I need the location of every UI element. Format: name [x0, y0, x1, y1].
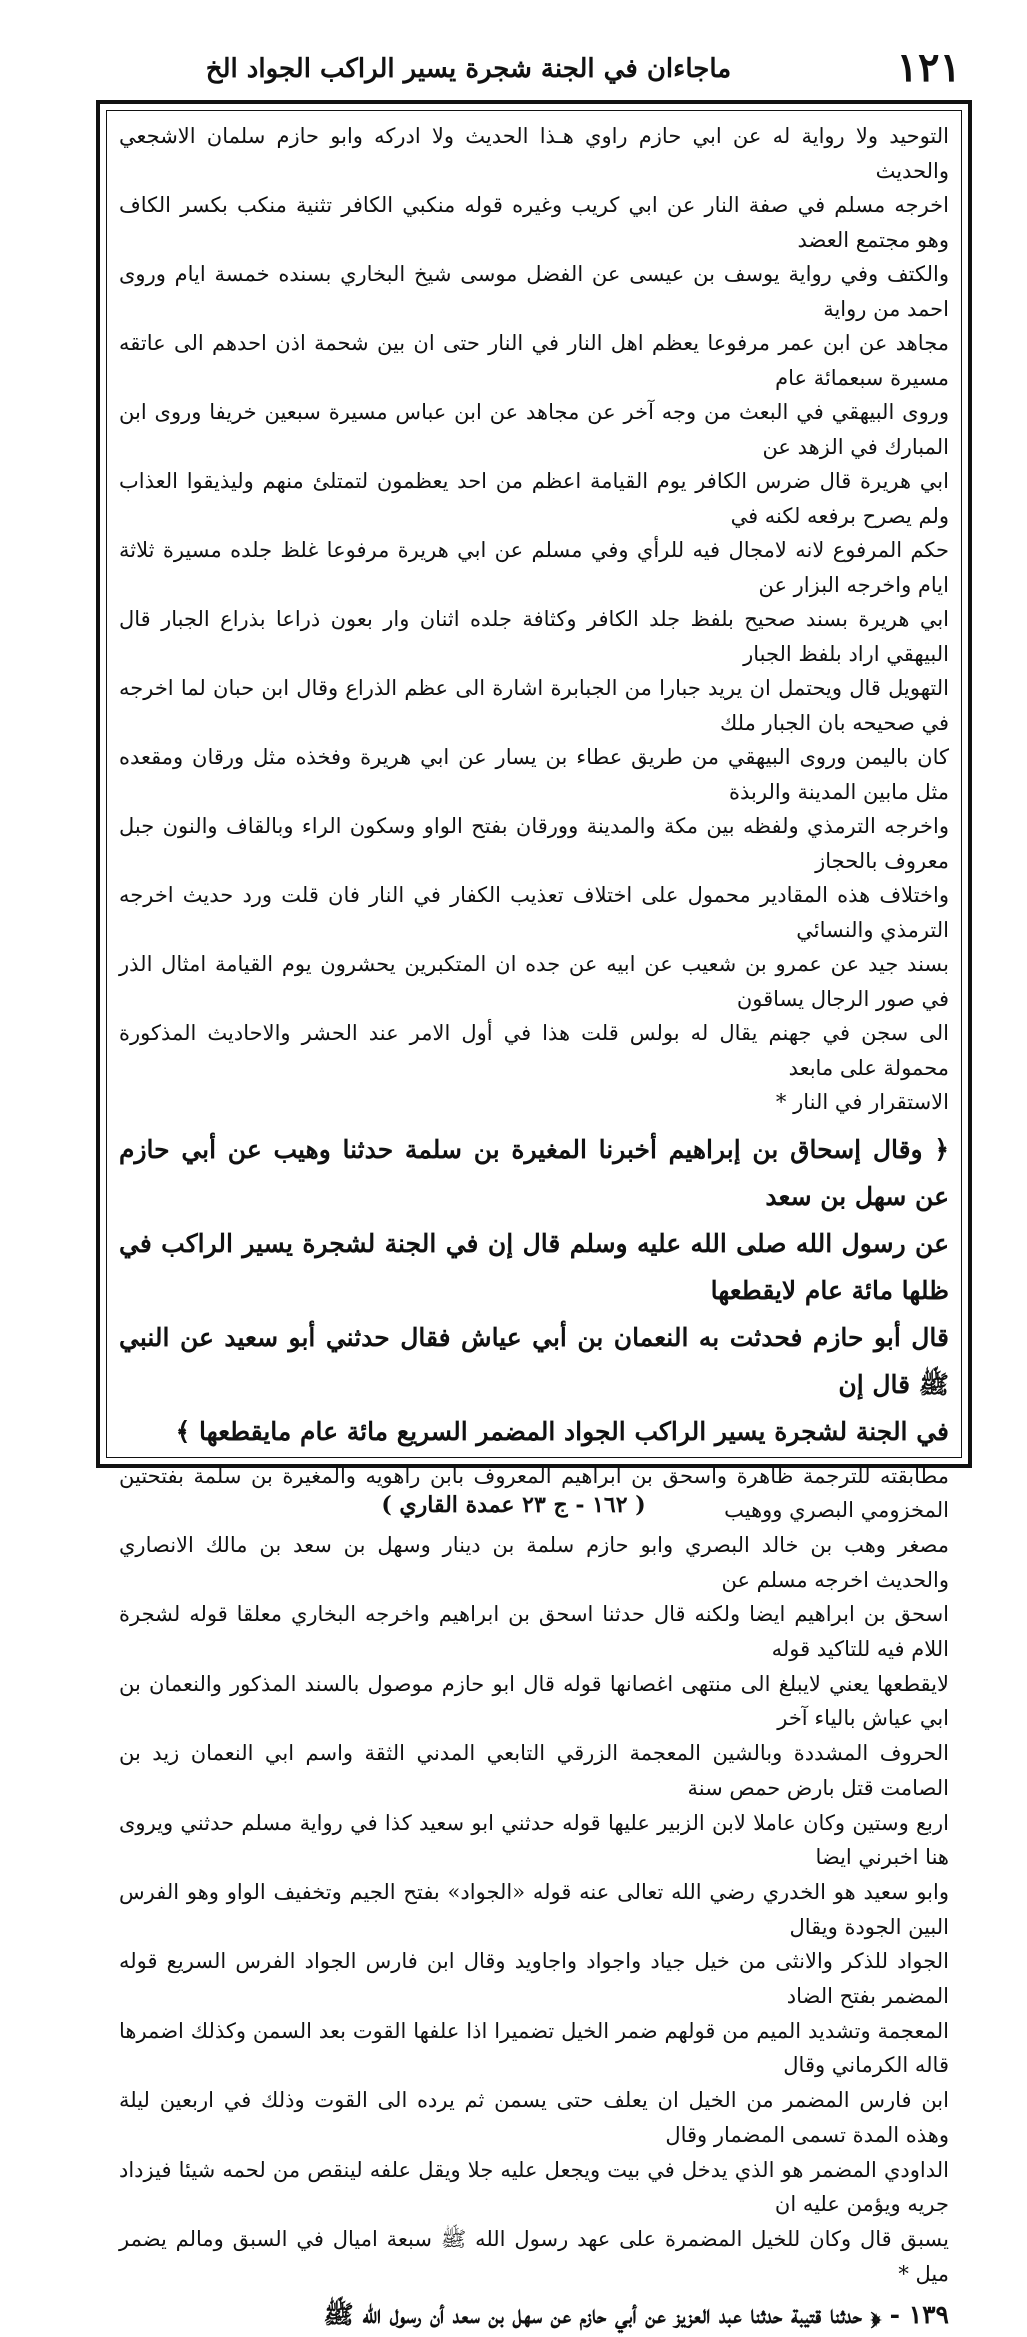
- commentary-line: التوحيد ولا رواية له عن ابي حازم راوي هـذا الحديث ولا ادركه وابو حازم سلمان الاشجعي والحديث: [119, 124, 949, 183]
- commentary-section-1: [119, 119, 949, 1120]
- commentary-line: كان باليمن وروى البيهقي من طريق عطاء بن يسار عن ابي هريرة وفخذه مثل ورقان ومقعده مثل مابين المدينة والربذة: [119, 745, 949, 804]
- commentary-line: واختلاف هذه المقادير محمول على اختلاف تعذيب الكفار في النار فان قلت ورد حديث اخرجه الترمذي والنسائي: [119, 883, 949, 942]
- commentary-line: مطابقته للترجمة ظاهرة واسحق بن ابراهيم المعروف بابن راهويه والمغيرة بن سلمة بفتحتين المخزومي البصري ووهيب: [119, 1463, 949, 1523]
- commentary-line: التهويل قال ويحتمل ان يريد جبارا من الجبابرة اشارة الى عظم الذراع وقال ابن حبان لما اخرجه في صحيحه بان الجبار ملك: [119, 676, 949, 735]
- commentary-line: حكم المرفوع لانه لامجال فيه للرأي وفي مسلم عن ابي هريرة مرفوعا غلظ جلده مسيرة ثلاثة ايام واخرجه البزار عن: [119, 538, 949, 597]
- running-title: ماجاءان في الجنة شجرة يسير الراكب الجواد الخ: [205, 54, 732, 84]
- commentary-line: ابي هريرة قال ضرس الكافر يوم القيامة اعظم من احد يعظمون لتمتلئ منهم وليذيقوا العذاب ولم يصرح برفعه لكنه في: [119, 469, 949, 528]
- hadith-line: ﴿ وقال إسحاق بن إبراهيم أخبرنا المغيرة بن سلمة حدثنا وهيب عن أبي حازم عن سهل بن سعد: [119, 1134, 949, 1211]
- page-header: [100, 40, 967, 96]
- commentary-line: المعجمة وتشديد الميم من قولهم ضمر الخيل تضميرا اذا علفها القوت بعد السمن وكذلك اضمرها قاله الكرماني وقال: [119, 2018, 949, 2078]
- hadith-line: قال أبو حازم فحدثت به النعمان بن أبي عياش فقال حدثني أبو سعيد عن النبي ﷺ قال إن: [119, 1322, 949, 1399]
- commentary-line: الجواد للذكر والانثى من خيل جياد واجواد واجاويد وقال ابن فارس الجواد الفرس السريع قوله المضمر بفتح الضاد: [119, 1949, 949, 2009]
- commentary-line: الاستقرار في النار *: [775, 1090, 949, 1114]
- commentary-line: اربع وستين وكان عاملا لابن الزبير عليها قوله حدثني ابو سعيد كذا في رواية مسلم حدثني ويروى هنا اخبرني ايضا: [119, 1810, 949, 1870]
- commentary-line: ابن فارس المضمر من الخيل ان يعلف حتى يسمن ثم يرده الى القوت وذلك في اربعين ليلة وهذه المدة تسمى المضمار وقال: [119, 2088, 949, 2147]
- commentary-line: اخرجه مسلم في صفة النار عن ابي كريب وغيره قوله منكبي الكافر تثنية منكب بكسر الكاف وهو مجتمع العضد: [119, 193, 949, 252]
- commentary-line: الى سجن في جهنم يقال له بولس قلت هذا في أول الامر عند الحشر والاحاديث المذكورة محمولة على مابعد: [119, 1021, 949, 1080]
- commentary-line: ابي هريرة بسند صحيح بلفظ جلد الكافر وكثافة جلده اثنان وار بعون ذراعا بذراع الجبار قال البيهقي اراد بلفظ الجبار: [119, 607, 949, 666]
- commentary-line: مجاهد عن ابن عمر مرفوعا يعظم اهل النار في النار حتى ان بين شحمة اذن احدهم الى عاتقه مسيرة سبعمائة عام: [119, 331, 949, 390]
- commentary-line: الداودي المضمر هو الذي يدخل في بيت ويجعل عليه جلا ويقل علفه لينقص من لحمه شيئا فيزداد جريه ويؤمن عليه ان: [119, 2157, 949, 2217]
- next-hadith-heading: ١٣٩ - ﴿ حدثنا قتيبة حدثنا عبد العزيز عن أبي حازم عن سهل بن سعد أن رسول الله ﷺ: [323, 2300, 949, 2330]
- commentary-line: اسحق بن ابراهيم ايضا ولكنه قال حدثنا اسحق بن ابراهيم واخرجه البخاري معلقا قوله لشجرة اللام فيه للتاكيد قوله: [119, 1602, 949, 1662]
- commentary-line: وروى البيهقي في البعث من وجه آخر عن مجاهد عن ابن عباس مسيرة سبعين خريفا وروى ابن المبارك في الزهد عن: [119, 400, 949, 459]
- commentary-line: والكتف وفي رواية يوسف بن عيسى عن الفضل موسى شيخ البخاري بسنده خمسة ايام وروى احمد من رواية: [119, 262, 949, 321]
- page-footer: ( ١٦٢ - ج ٢٣ عمدة القاري ): [381, 1492, 646, 1518]
- commentary-line: مصغر وهب بن خالد البصري وابو حازم سلمة بن دينار وسهل بن سعد بن مالك الانصاري والحديث اخرجه مسلم عن: [119, 1532, 949, 1592]
- commentary-line: واخرجه الترمذي ولفظه بين مكة والمدينة وورقان بفتح الواو وسكون الراء وبالقاف والنون جبل معروف بالحجاز: [119, 814, 949, 873]
- commentary-line: بسند جيد عن عمرو بن شعيب عن ابيه عن جده ان المتكبرين يحشرون يوم القيامة امثال الذر في صور الرجال يساقون: [119, 952, 949, 1011]
- commentary-line: الحروف المشددة وبالشين المعجمة الزرقي التابعي المدني الثقة واسم ابي النعمان زيد بن الصامت قتل بارض حمص سنة: [119, 1741, 949, 1800]
- hadith-text: [119, 1126, 949, 1455]
- commentary-line: يسبق قال وكان للخيل المضمرة على عهد رسول الله ﷺ سبعة اميال في السبق ومالم يضمر ميل *: [119, 2226, 949, 2286]
- page-number: ١٢١: [896, 44, 961, 91]
- commentary-line: لايقطعها يعني لايبلغ الى منتهى اغصانها قوله قال ابو حازم موصول بالسند المذكور والنعمان بن ابي عياش بالياء آخر: [119, 1671, 949, 1731]
- hadith-line: عن رسول الله صلى الله عليه وسلم قال إن في الجنة لشجرة يسير الراكب في ظلها مائة عام لايقطعها: [119, 1228, 949, 1305]
- hadith-line: في الجنة لشجرة يسير الراكب الجواد المضمر السريع مائة عام مايقطعها ﴾: [175, 1416, 949, 1446]
- commentary-section-2: [119, 1459, 949, 2292]
- commentary-line: وابو سعيد هو الخدري رضي الله تعالى عنه قوله «الجواد» بفتح الجيم وتخفيف الواو وهو الفرس البين الجودة ويقال: [119, 1879, 949, 1939]
